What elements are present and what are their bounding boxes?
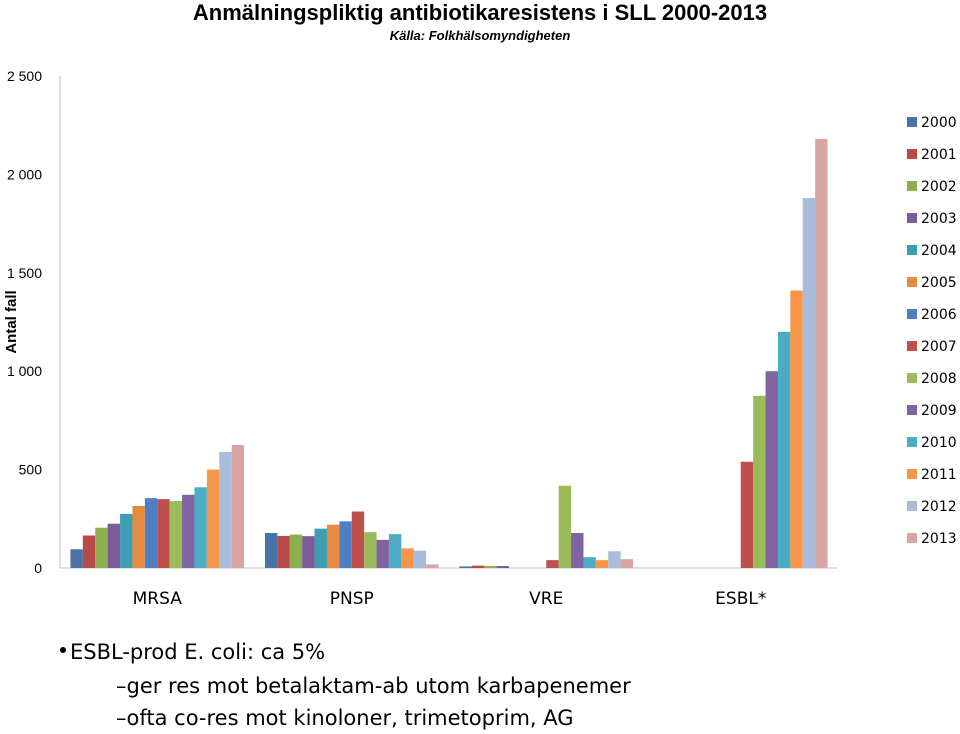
bar-mrsa-2011: [207, 470, 219, 568]
legend-label-2001: 2001: [921, 147, 957, 163]
bar-esbl-2007: [741, 462, 753, 568]
x-tick-label: ESBL*: [715, 589, 767, 609]
legend-label-2013: 2013: [921, 531, 957, 547]
legend-label-2003: 2003: [921, 211, 957, 227]
bar-pnsp-2003: [302, 536, 314, 568]
bar-mrsa-2008: [170, 501, 182, 568]
bar-mrsa-2002: [95, 528, 107, 568]
bar-esbl-2012: [803, 198, 815, 568]
legend-label-2009: 2009: [921, 403, 957, 419]
y-tick-label: 500: [18, 461, 42, 478]
legend-swatch-2009: [907, 405, 917, 415]
bar-mrsa-2010: [194, 487, 206, 568]
bar-vre-2001: [472, 566, 484, 568]
legend-label-2011: 2011: [921, 467, 957, 483]
bar-vre-2010: [583, 557, 595, 568]
legend-swatch-2004: [907, 245, 917, 255]
bar-pnsp-2011: [401, 548, 413, 568]
legend-swatch-2002: [907, 181, 917, 191]
legend-label-2010: 2010: [921, 435, 957, 451]
bar-mrsa-2001: [83, 536, 95, 568]
bar-mrsa-2006: [145, 498, 157, 568]
y-tick-label: 2 500: [6, 68, 42, 84]
bar-mrsa-2007: [157, 499, 169, 568]
bar-pnsp-2012: [414, 551, 426, 568]
bar-pnsp-2000: [265, 533, 277, 568]
legend-label-2004: 2004: [921, 243, 957, 259]
bar-vre-2009: [571, 533, 583, 568]
y-tick-label: 2 000: [6, 166, 42, 183]
bar-pnsp-2007: [352, 512, 364, 568]
bar-pnsp-2005: [327, 525, 339, 568]
bar-mrsa-2003: [108, 524, 120, 568]
bar-mrsa-2009: [182, 495, 194, 568]
y-axis-label: Antal fall: [3, 290, 20, 354]
legend-swatch-2003: [907, 213, 917, 223]
legend-swatch-2001: [907, 149, 917, 159]
x-tick-label: PNSP: [329, 589, 374, 609]
bullet-dot-icon: [60, 647, 66, 653]
legend-swatch-2011: [907, 469, 917, 479]
bar-vre-2003: [497, 566, 509, 568]
y-tick-label: 1 500: [6, 264, 42, 281]
bar-pnsp-2009: [377, 540, 389, 568]
bar-esbl-2011: [790, 291, 802, 568]
note-bullet-text: ESBL-prod E. coli: ca 5%: [70, 640, 326, 664]
legend-label-2012: 2012: [921, 499, 957, 515]
legend-label-2000: 2000: [921, 115, 957, 131]
legend-swatch-2000: [907, 117, 917, 127]
chart-title: Anmälningspliktig antibiotikaresistens i SLL 2000-2013: [192, 0, 768, 25]
bar-pnsp-2004: [315, 529, 327, 568]
bar-pnsp-2001: [277, 536, 289, 568]
note-sub-1: –ger res mot betalaktam-ab utom karbapenemer: [116, 674, 631, 698]
chart-subtitle: Källa: Folkhälsomyndigheten: [389, 28, 571, 43]
bar-esbl-2013: [815, 139, 827, 568]
note-sub-2: –ofta co-res mot kinoloner, trimetoprim, AG: [116, 706, 574, 730]
legend-label-2008: 2008: [921, 371, 957, 387]
bar-esbl-2009: [766, 371, 778, 568]
bar-mrsa-2004: [120, 514, 132, 568]
bar-mrsa-2013: [232, 445, 244, 568]
bar-vre-2007: [546, 560, 558, 568]
bar-mrsa-2005: [132, 506, 144, 568]
legend-swatch-2006: [907, 309, 917, 319]
x-tick-label: MRSA: [132, 589, 182, 609]
bar-mrsa-2012: [219, 452, 231, 568]
legend-swatch-2007: [907, 341, 917, 351]
bar-mrsa-2000: [70, 549, 82, 568]
bar-vre-2000: [459, 566, 471, 568]
bar-vre-2012: [608, 551, 620, 568]
legend-swatch-2013: [907, 533, 917, 543]
legend-swatch-2005: [907, 277, 917, 287]
legend-label-2006: 2006: [921, 307, 957, 323]
bar-pnsp-2010: [389, 534, 401, 568]
bar-pnsp-2013: [426, 564, 438, 568]
bar-vre-2013: [621, 559, 633, 568]
legend-label-2002: 2002: [921, 179, 957, 195]
x-tick-label: VRE: [529, 589, 564, 609]
note-bullet: [60, 636, 325, 668]
legend-label-2005: 2005: [921, 275, 957, 291]
legend-swatch-2012: [907, 501, 917, 511]
bar-pnsp-2002: [290, 535, 302, 568]
bar-pnsp-2008: [364, 532, 376, 568]
y-tick-label: 1 000: [6, 363, 42, 380]
bar-vre-2011: [596, 560, 608, 568]
legend-swatch-2008: [907, 373, 917, 383]
y-tick-label: 0: [34, 560, 42, 576]
bar-vre-2002: [484, 566, 496, 568]
bar-esbl-2010: [778, 332, 790, 568]
legend-label-2007: 2007: [921, 339, 957, 355]
bar-vre-2008: [559, 486, 571, 568]
bar-pnsp-2006: [339, 521, 351, 568]
legend-swatch-2010: [907, 437, 917, 447]
bar-esbl-2008: [753, 396, 765, 568]
